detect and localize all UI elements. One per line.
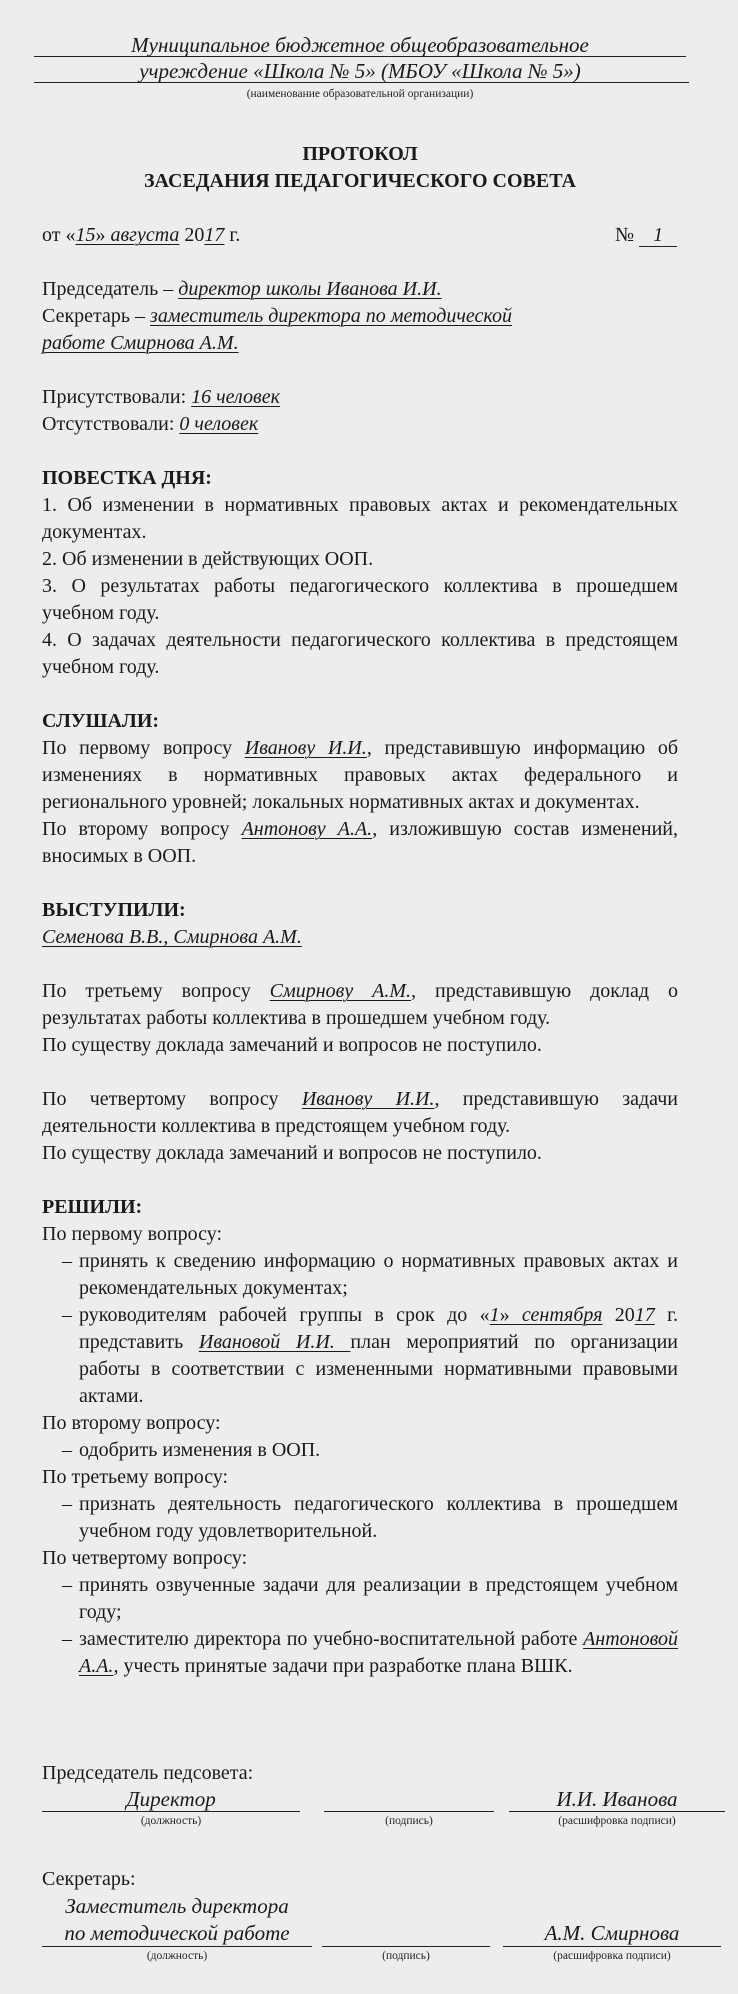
secretary-value-1: заместитель директора по методической bbox=[150, 305, 513, 327]
date-prefix: от « bbox=[42, 224, 76, 246]
decided-q1-item-a bbox=[62, 1248, 678, 1302]
fourth-name: Иванову И.И. bbox=[301, 1088, 435, 1110]
protocol-date bbox=[42, 222, 240, 249]
org-name-line2: учреждение «Школа № 5» (МБОУ «Школа № 5») bbox=[139, 59, 581, 83]
heard-p1-name: Иванову И.И. bbox=[244, 737, 367, 759]
number-value: 1 bbox=[639, 224, 677, 247]
q1b-day: 1 bbox=[489, 1304, 500, 1326]
secretary-label: Секретарь – bbox=[42, 305, 151, 327]
dash: – bbox=[62, 1493, 72, 1515]
org-name-line1: Муниципальное бюджетное общеобразовательное bbox=[131, 33, 589, 57]
q1b-part1: руководителям рабочей группы в срок до « bbox=[79, 1304, 490, 1326]
q1b-year-prefix: 20 bbox=[602, 1304, 635, 1326]
dash: – bbox=[62, 1439, 72, 1461]
signature-secretary-position-1: Заместитель директора bbox=[65, 1894, 289, 1918]
org-underline-1 bbox=[34, 56, 686, 57]
q4b-part2: , учесть принятые задачи при разработке плана ВШК. bbox=[113, 1655, 573, 1677]
signature-chair-name-line bbox=[509, 1811, 725, 1812]
signature-secretary-name: А.М. Смирнова bbox=[544, 1921, 680, 1945]
secretary-line bbox=[42, 303, 678, 330]
decided-q2-item-a bbox=[62, 1437, 678, 1464]
date-year-prefix: 20 bbox=[179, 224, 205, 246]
dash: – bbox=[62, 1628, 72, 1650]
signature-chair-position: Директор bbox=[126, 1787, 216, 1811]
secretary-value-2: работе Смирнова А.М. bbox=[42, 332, 239, 354]
decided-q1-item-b bbox=[62, 1302, 678, 1410]
caption-position: (должность) bbox=[146, 1950, 208, 1962]
decided-q4: По четвертому вопросу: bbox=[42, 1547, 248, 1569]
heard-p1-after: , представившую информацию об изменениях в нормативных правовых актах федерального и регионального уровней; локальных нормативных актах и документах. bbox=[42, 737, 678, 813]
title-protocol: ПРОТОКОЛ bbox=[302, 143, 418, 165]
decided-heading: РЕШИЛИ: bbox=[42, 1196, 143, 1218]
signature-chair-position-line bbox=[42, 1811, 300, 1812]
secretary-line-2 bbox=[42, 330, 678, 357]
fourth-paragraph bbox=[42, 1086, 678, 1140]
decided-q1-a-text: принять к сведению информацию о нормативных правовых актах и рекомендательных документах; bbox=[79, 1250, 678, 1299]
caption-decode: (расшифровка подписи) bbox=[558, 1815, 676, 1827]
decided-q4-item-b bbox=[62, 1626, 678, 1680]
protocol-number bbox=[615, 222, 677, 249]
dash: – bbox=[62, 1574, 72, 1596]
agenda-item-3: 3. О результатах работы педагогического коллектива в прошедшем учебном году. bbox=[42, 575, 678, 624]
decided-q3: По третьему вопросу: bbox=[42, 1466, 229, 1488]
present-label: Присутствовали: bbox=[42, 386, 192, 408]
heard-p2-before: По второму вопросу bbox=[42, 818, 242, 840]
date-month: августа bbox=[110, 224, 180, 246]
signature-secretary-position-2: по методической работе bbox=[64, 1921, 290, 1945]
agenda-item-2: 2. Об изменении в действующих ООП. bbox=[42, 548, 374, 570]
date-year-end: г. bbox=[224, 224, 241, 246]
decided-q4-b-text bbox=[62, 1626, 678, 1680]
caption-decode: (расшифровка подписи) bbox=[553, 1950, 671, 1962]
absent-label: Отсутствовали: bbox=[42, 413, 180, 435]
third-after: , представившую доклад о результатах работы коллектива в прошедшем учебном году. bbox=[42, 980, 678, 1029]
third-name: Смирнову А.М. bbox=[269, 980, 412, 1002]
signature-chair-label: Председатель педсовета: bbox=[42, 1762, 254, 1784]
heard-paragraph-2 bbox=[42, 816, 678, 870]
signature-secretary-sign-line bbox=[322, 1946, 490, 1947]
number-sign: № bbox=[615, 224, 635, 246]
decided-q2: По второму вопросу: bbox=[42, 1412, 221, 1434]
fourth-before: По четвертому вопросу bbox=[42, 1088, 302, 1110]
title-council: ЗАСЕДАНИЯ ПЕДАГОГИЧЕСКОГО СОВЕТА bbox=[144, 170, 576, 192]
org-caption: (наименование образовательной организации) bbox=[246, 88, 474, 100]
decided-q3-item-a bbox=[62, 1491, 678, 1545]
chair-value: директор школы Иванова И.И. bbox=[178, 278, 442, 300]
decided-q1: По первому вопросу: bbox=[42, 1223, 223, 1245]
spoke-heading: ВЫСТУПИЛИ: bbox=[42, 899, 186, 921]
q1b-month: сентября bbox=[521, 1304, 603, 1326]
q1b-year: 17 bbox=[634, 1304, 655, 1326]
agenda-item-1: 1. Об изменении в нормативных правовых актах и рекомендательных документах. bbox=[42, 494, 678, 543]
signature-secretary-name-line bbox=[503, 1946, 721, 1947]
caption-position: (должность) bbox=[140, 1815, 202, 1827]
decided-q4-a-text: принять озвученные задачи для реализации в предстоящем учебном году; bbox=[79, 1574, 678, 1623]
q4b-name: Антоновой А.А. bbox=[79, 1628, 678, 1677]
heard-p1-before: По первому вопросу bbox=[42, 737, 245, 759]
signature-secretary-label: Секретарь: bbox=[42, 1868, 136, 1890]
spoke-names: Семенова В.В., Смирнова А.М. bbox=[42, 926, 302, 948]
heard-p2-after: , изложившую состав изменений, вносимых в ООП. bbox=[42, 818, 678, 867]
q4b-part1: заместителю директора по учебно-воспитательной работе bbox=[79, 1628, 584, 1650]
agenda-item-4: 4. О задачах деятельности педагогического коллектива в предстоящем учебном году. bbox=[42, 629, 678, 678]
dash: – bbox=[62, 1304, 72, 1326]
chair-label: Председатель – bbox=[42, 278, 179, 300]
q1b-part5: план мероприятий по организации работы в соответствии с измененными нормативными правовыми актами. bbox=[79, 1331, 679, 1407]
heard-heading: СЛУШАЛИ: bbox=[42, 710, 160, 732]
third-paragraph bbox=[42, 978, 678, 1032]
decided-q2-a-text: одобрить изменения в ООП. bbox=[79, 1439, 321, 1461]
third-note: По существу доклада замечаний и вопросов не поступило. bbox=[42, 1034, 542, 1056]
signature-secretary-position-line bbox=[42, 1946, 312, 1947]
caption-signature: (подпись) bbox=[382, 1950, 430, 1962]
spoke-names-line bbox=[42, 924, 678, 951]
date-year-suffix: 17 bbox=[204, 224, 225, 246]
decided-q4-item-a bbox=[62, 1572, 678, 1626]
decided-q1-b-text bbox=[62, 1302, 678, 1410]
agenda-heading: ПОВЕСТКА ДНЯ: bbox=[42, 467, 212, 489]
chair-line bbox=[42, 276, 678, 303]
fourth-note: По существу доклада замечаний и вопросов не поступило. bbox=[42, 1142, 542, 1164]
heard-p2-name: Антонову А.А. bbox=[241, 818, 373, 840]
date-quote: » bbox=[95, 224, 111, 246]
absent-value: 0 человек bbox=[179, 413, 259, 435]
heard-paragraph-1 bbox=[42, 735, 678, 816]
q1b-quote: » bbox=[499, 1304, 522, 1326]
q1b-part4: г. представить bbox=[79, 1304, 679, 1353]
absent-line bbox=[42, 411, 678, 438]
third-before: По третьему вопросу bbox=[42, 980, 270, 1002]
present-value: 16 человек bbox=[191, 386, 280, 408]
org-underline-2 bbox=[34, 82, 689, 83]
q1b-name: Ивановой И.И. bbox=[198, 1331, 351, 1353]
decided-q3-a-text: признать деятельность педагогического коллектива в прошедшем учебном году удовлетворительной. bbox=[79, 1493, 678, 1542]
present-line bbox=[42, 384, 678, 411]
fourth-after: , представившую задачи деятельности коллектива в предстоящем учебном году. bbox=[42, 1088, 679, 1137]
signature-chair-sign-line bbox=[324, 1811, 494, 1812]
date-day: 15 bbox=[75, 224, 96, 246]
dash: – bbox=[62, 1250, 72, 1272]
caption-signature: (подпись) bbox=[385, 1815, 433, 1827]
signature-chair-name: И.И. Иванова bbox=[556, 1787, 678, 1811]
